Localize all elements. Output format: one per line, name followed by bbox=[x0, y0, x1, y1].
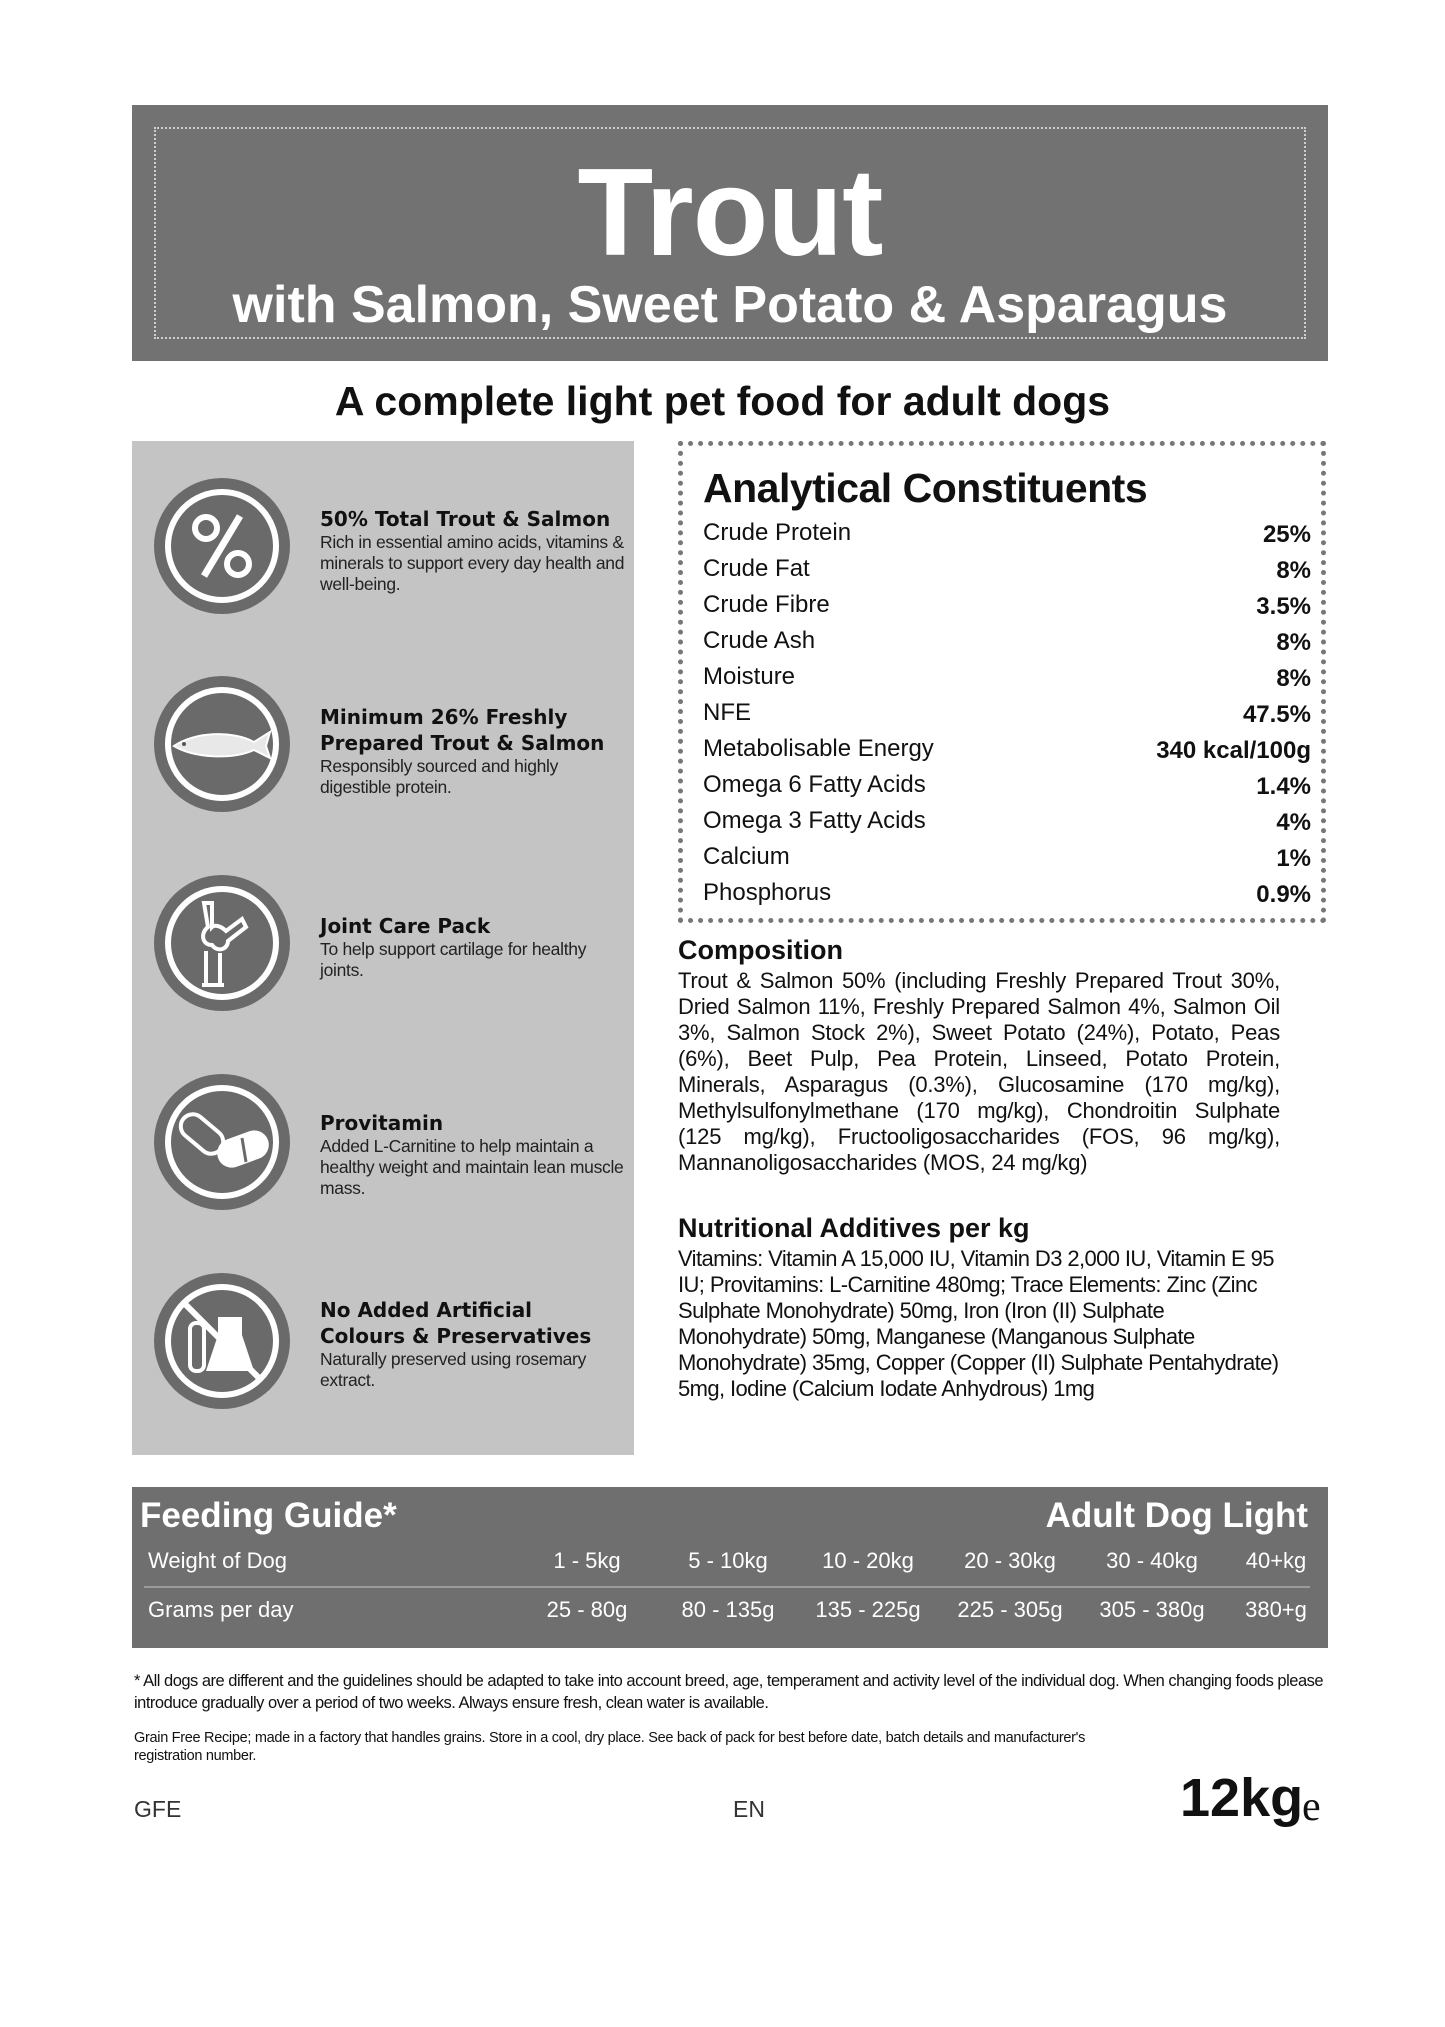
title-banner-border bbox=[154, 127, 1306, 339]
table-row bbox=[132, 1590, 1328, 1630]
analysis-row bbox=[703, 695, 1311, 731]
feature-item bbox=[154, 1273, 624, 1423]
analysis-label: Crude Fat bbox=[703, 555, 810, 582]
analytical-heading: Analytical Constituents bbox=[703, 465, 1148, 511]
feature-description: Added L-Carnitine to help maintain a healthy weight and maintain lean muscle mass. bbox=[320, 1136, 624, 1198]
no-chemicals-icon bbox=[154, 1273, 290, 1409]
composition-text: Trout & Salmon 50% (including Freshly Prepared Trout 30%, Dried Salmon 11%, Freshly Prepared Salmon 4%, Salmon Oil 3%, Salmon Stock 2%), Sweet Potato (24%), Potato, Peas (6%), Beet Pulp, Pea Protein, Linseed, Potato Protein, Minerals, Asparagus (0.3%), Glucosamine (170 mg/kg), Methylsulfonylmethane (170 mg/kg), Chondroitin Sulphate (125 mg/kg), Fructooligosaccharides (FOS, 96 mg/kg), Mannanoligosaccharides (MOS, 24 mg/kg) bbox=[678, 968, 1280, 1175]
table-cell: 30 - 40kg bbox=[1106, 1548, 1198, 1573]
additives-heading: Nutritional Additives per kg bbox=[678, 1213, 1030, 1243]
analysis-row bbox=[703, 551, 1311, 587]
feature-description: To help support cartilage for healthy joints. bbox=[320, 939, 587, 980]
percent-icon bbox=[154, 478, 290, 614]
feeding-footnote: * All dogs are different and the guidelines should be adapted to take into account breed, age, temperament and activity level of the individual dog. When changing foods please introduce gradually over a period of two weeks. Always ensure fresh, clean water is available. bbox=[134, 1672, 1324, 1712]
analysis-value: 3.5% bbox=[1256, 593, 1311, 620]
table-row bbox=[132, 1541, 1328, 1581]
analysis-label: Crude Fibre bbox=[703, 591, 830, 618]
language-code: EN bbox=[733, 1796, 765, 1822]
analysis-row bbox=[703, 875, 1311, 911]
analysis-label: NFE bbox=[703, 699, 751, 726]
analysis-label: Omega 6 Fatty Acids bbox=[703, 771, 926, 798]
joint-icon bbox=[154, 875, 290, 1011]
analysis-row bbox=[703, 731, 1311, 767]
composition-heading: Composition bbox=[678, 935, 843, 965]
analysis-row bbox=[703, 839, 1311, 875]
analysis-row bbox=[703, 587, 1311, 623]
feature-item bbox=[154, 676, 624, 826]
analysis-value: 25% bbox=[1262, 521, 1311, 548]
feature-title: No Added Artificial Colours & Preservatives bbox=[320, 1298, 592, 1348]
table-cell: 5 - 10kg bbox=[688, 1548, 768, 1573]
estimated-sign: e bbox=[1302, 1784, 1321, 1830]
analysis-row bbox=[703, 515, 1311, 551]
feeding-guide-product: Adult Dog Light bbox=[1045, 1496, 1308, 1535]
title-banner bbox=[132, 105, 1328, 361]
feature-description: Responsibly sourced and highly digestible protein. bbox=[320, 756, 559, 797]
table-cell: 25 - 80g bbox=[546, 1597, 628, 1622]
feature-description: Naturally preserved using rosemary extract. bbox=[320, 1349, 587, 1390]
analysis-value: 8% bbox=[1276, 629, 1311, 656]
table-cell: 380+g bbox=[1245, 1597, 1307, 1622]
analytical-constituents-box bbox=[678, 441, 1326, 923]
table-cell: 20 - 30kg bbox=[964, 1548, 1056, 1573]
analysis-label: Moisture bbox=[703, 663, 796, 690]
analysis-value: 4% bbox=[1276, 809, 1311, 836]
feature-item bbox=[154, 478, 624, 628]
analysis-value: 340 kcal/100g bbox=[1156, 737, 1311, 764]
feature-title: Joint Care Pack bbox=[320, 914, 491, 938]
feature-title: Provitamin bbox=[320, 1111, 444, 1135]
row-label: Weight of Dog bbox=[148, 1548, 288, 1573]
analysis-value: 8% bbox=[1276, 557, 1311, 584]
product-code: GFE bbox=[134, 1796, 182, 1822]
analysis-value: 0.9% bbox=[1256, 881, 1311, 908]
fish-icon bbox=[154, 676, 290, 812]
table-cell: 40+kg bbox=[1245, 1548, 1307, 1573]
analysis-label: Calcium bbox=[703, 843, 790, 870]
grain-free-note: Grain Free Recipe; made in a factory that handles grains. Store in a cool, dry place. See back of pack for best before date, batch details and manufacturer's registration number. bbox=[134, 1730, 1086, 1764]
table-cell: 1 - 5kg bbox=[553, 1548, 621, 1573]
analysis-row bbox=[703, 623, 1311, 659]
tagline: A complete light pet food for adult dogs bbox=[334, 378, 1111, 424]
analysis-value: 1.4% bbox=[1256, 773, 1311, 800]
analysis-label: Metabolisable Energy bbox=[703, 735, 934, 762]
feature-item bbox=[154, 875, 624, 1025]
analysis-label: Crude Ash bbox=[703, 627, 816, 654]
feeding-guide-table bbox=[132, 1487, 1328, 1648]
capsule-icon bbox=[154, 1074, 290, 1210]
analysis-label: Crude Protein bbox=[703, 519, 852, 546]
product-title: Trout bbox=[577, 144, 883, 282]
table-cell: 135 - 225g bbox=[815, 1597, 921, 1622]
feature-title: Minimum 26% Freshly Prepared Trout & Salmon bbox=[320, 705, 605, 755]
table-cell: 10 - 20kg bbox=[822, 1548, 914, 1573]
net-weight: 12kg bbox=[1180, 1768, 1304, 1828]
table-divider bbox=[144, 1586, 1310, 1588]
analysis-value: 8% bbox=[1276, 665, 1311, 692]
analysis-label: Phosphorus bbox=[703, 879, 832, 906]
analysis-value: 47.5% bbox=[1242, 701, 1311, 728]
table-cell: 305 - 380g bbox=[1099, 1597, 1205, 1622]
analysis-label: Omega 3 Fatty Acids bbox=[703, 807, 926, 834]
feature-item bbox=[154, 1074, 624, 1224]
feature-title: 50% Total Trout & Salmon bbox=[320, 507, 611, 531]
row-label: Grams per day bbox=[148, 1597, 294, 1622]
table-cell: 80 - 135g bbox=[681, 1597, 775, 1622]
feature-description: Rich in essential amino acids, vitamins & minerals to support every day health and well-being. bbox=[320, 532, 625, 594]
analysis-row bbox=[703, 803, 1311, 839]
additives-text: Vitamins: Vitamin A 15,000 IU, Vitamin D3 2,000 IU, Vitamin E 95 IU; Provitamins: L-Carnitine 480mg; Trace Elements: Zinc (Zinc Sulphate Monohydrate) 50mg, Iron (Iron (II) Sulphate Monohydrate) 50mg, Manganese (Manganous Sulphate Monohydrate) 35mg, Copper (Copper (II) Sulphate Pentahydrate) 5mg, Iodine (Calcium Iodate Anhydrous) 1mg bbox=[678, 1246, 1279, 1401]
analysis-row bbox=[703, 659, 1311, 695]
analysis-value: 1% bbox=[1276, 845, 1311, 872]
analysis-row bbox=[703, 767, 1311, 803]
table-cell: 225 - 305g bbox=[957, 1597, 1063, 1622]
features-panel bbox=[132, 441, 634, 1455]
feeding-guide-title: Feeding Guide* bbox=[140, 1496, 397, 1535]
product-subtitle: with Salmon, Sweet Potato & Asparagus bbox=[232, 276, 1228, 334]
